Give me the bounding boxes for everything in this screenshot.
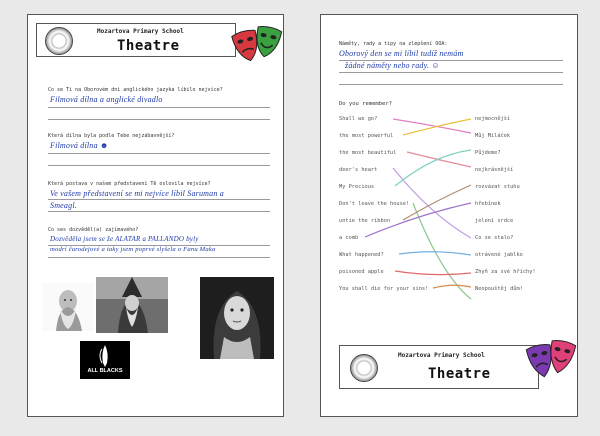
english-phrase: poisoned apple — [339, 269, 384, 275]
english-phrase: What happened? — [339, 252, 384, 258]
all-blacks-logo — [80, 341, 130, 379]
page-title: Theatre — [117, 38, 180, 54]
answer-line — [48, 107, 270, 108]
czech-phrase: Neopouštěj dům! — [475, 286, 523, 292]
english-phrase: You shall die for your sins! — [339, 286, 429, 292]
answer-line — [48, 153, 270, 154]
english-phrase: a comb — [339, 235, 359, 241]
czech-phrase: hřebínek — [475, 201, 501, 207]
school-name-bottom: Mozartova Primary School — [398, 352, 485, 359]
school-logo-icon — [350, 354, 378, 382]
question-4: Co ses dozvěděl(a) zajímavého? — [48, 227, 139, 233]
english-phrase: Don't leave the house! — [339, 201, 410, 207]
school-logo-icon — [45, 27, 73, 55]
czech-phrase: Můj Miláček — [475, 133, 511, 139]
english-phrase: Shall we go? — [339, 116, 378, 122]
czech-phrase: otrávené jablko — [475, 252, 523, 258]
english-phrase: deer's heart — [339, 167, 378, 173]
answer-line — [48, 257, 270, 258]
photo-wizard-white — [42, 283, 94, 331]
english-phrase: the most beautiful — [339, 150, 397, 156]
tips-answer-line-2: žádné náměty nebo rady. ☺ — [345, 61, 440, 70]
czech-phrase: nejmocnější — [475, 116, 511, 122]
school-name: Mozartova Primary School — [97, 28, 184, 35]
header-box — [36, 23, 236, 57]
header-box-bottom — [339, 345, 539, 389]
answer-4-line-2: modrí čarodejové a taky jsem poprvé slyšela o Fanu Maka — [50, 246, 216, 253]
czech-phrase: Půjdeme? — [475, 150, 501, 156]
all-blacks-text: ALL BLACKS — [87, 368, 123, 374]
czech-phrase: rozvázat stuhu — [475, 184, 520, 190]
answer-2-line-1: Filmová dílna ☻ — [50, 141, 109, 150]
english-phrase: untie the ribbon — [339, 218, 391, 224]
answer-3-line-2: Smeagl. — [50, 201, 77, 210]
question-1: Co se Ti na Oborovém dni anglického jazyka líbilo nejvíce? — [48, 87, 223, 93]
remember-label: Do you remember? — [339, 101, 392, 107]
answer-1-line-1: Filmová dílna a anglické divadlo — [50, 95, 163, 104]
photo-elf-lady — [200, 277, 274, 359]
answer-line — [48, 245, 270, 246]
questionnaire-sheet-right — [320, 14, 578, 417]
answer-line — [48, 199, 270, 200]
answer-line — [48, 211, 270, 212]
czech-phrase: jelení srdce — [475, 218, 514, 224]
answer-4-line-1: Dozvěděla jsem se že ALATAR a PALLANDO byly — [50, 235, 199, 243]
page-title-bottom: Theatre — [428, 366, 491, 382]
english-phrase: the most powerful — [339, 133, 394, 139]
answer-3-line-1: Ve vašem představení se mi nejvíce líbil Saruman a — [50, 189, 224, 198]
matching-lines — [321, 15, 579, 315]
czech-phrase: Zhyň za své hříchy! — [475, 269, 536, 275]
czech-phrase: Co se stalo? — [475, 235, 514, 241]
czech-phrase: nejkrásnější — [475, 167, 514, 173]
tips-answer-line-1: Oborový den se mi líbil tudíž nemám — [339, 49, 464, 58]
question-3: Která postava v našem představení Tě oslovila nejvíce? — [48, 181, 211, 187]
theatre-masks-icon — [231, 25, 283, 65]
answer-line — [48, 119, 270, 120]
questionnaire-sheet-left — [27, 14, 284, 417]
photo-wizard-grey — [96, 277, 168, 333]
theatre-masks-icon-purple — [523, 337, 577, 383]
tips-label: Náměty, rady a tipy na zlepšení OOA: — [339, 41, 448, 47]
question-2: Která dílna byla podle Tebe nejzábavnější? — [48, 133, 175, 139]
answer-line — [48, 165, 270, 166]
english-phrase: My Precious — [339, 184, 375, 190]
